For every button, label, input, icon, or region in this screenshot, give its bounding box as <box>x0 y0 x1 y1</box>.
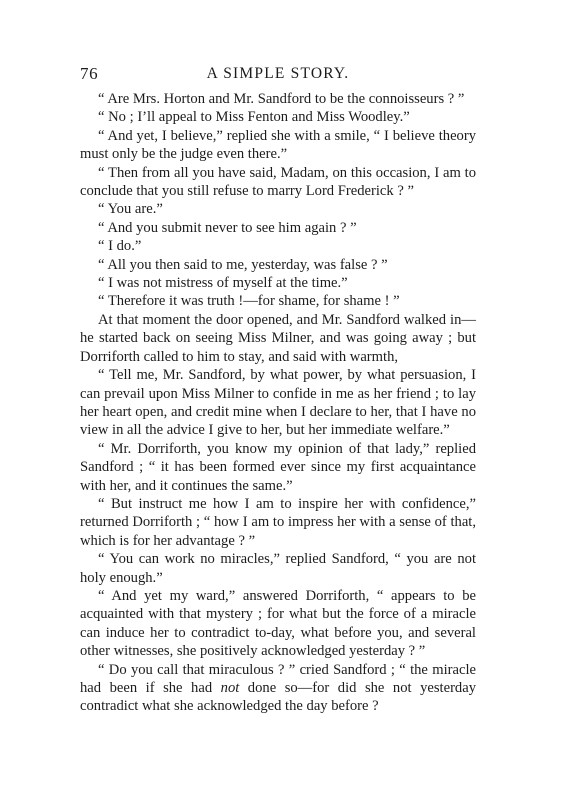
paragraph: “ Mr. Dorriforth, you know my opinion of that lady,” replied Sandford ; “ it has been formed ever since my first acquaintance with her, and it continues the same.” <box>80 440 476 494</box>
paragraph: “ I do.” <box>98 238 142 255</box>
book-page <box>80 62 476 716</box>
paragraph: “ You are.” <box>98 201 163 218</box>
paragraph: “ No ; I’ll appeal to Miss Fenton and Miss Woodley.” <box>98 109 410 126</box>
paragraph: “ And yet my ward,” answered Dorriforth, “ appears to be acquainted with that mystery ; for what but the force of a miracle can induce her to contradict to-day, what before you, and several other witnesses, she positively acknowledged yesterday ? ” <box>80 587 476 660</box>
paragraph: “ All you then said to me, yesterday, was false ? ” <box>98 256 388 273</box>
paragraph: “ Are Mrs. Horton and Mr. Sandford to be the connoisseurs ? ” <box>98 91 465 107</box>
paragraph-text: “ Do you call that miraculous ? ” cried Sandford ; “ the miracle had been if she had <box>80 661 476 696</box>
paragraph: “ You can work no miracles,” replied Sandford, “ you are not holy enough.” <box>80 551 476 586</box>
page-header <box>80 62 476 88</box>
page-number: 76 <box>80 64 99 83</box>
paragraph-last <box>80 661 476 716</box>
paragraph: “ I was not mistress of myself at the time.” <box>98 275 348 292</box>
paragraph: “ Tell me, Mr. Sandford, by what power, by what persuasion, I can prevail upon Miss Milner to confide in me as her friend ; to lay her heart open, and credit mine when I declare to her, that I have no view in all the advice I give to her, but her immediate welfare.” <box>80 367 476 439</box>
paragraph: “ And yet, I believe,” replied she with a smile, “ I believe theory must only be the judge even there.” <box>80 127 476 163</box>
paragraph-text: done so—for did she not yesterday contradict what she acknowledged the day before ? <box>80 680 476 715</box>
paragraph: “ But instruct me how I am to inspire her with confidence,” returned Dorriforth ; “ how I am to impress her with a sense of that, which is for her advantage ? ” <box>80 495 476 549</box>
emphasis-text: not <box>220 680 240 696</box>
running-title: A SIMPLE STORY. <box>206 65 350 82</box>
paragraph: At that moment the door opened, and Mr. Sandford walked in—he started back on seeing Miss Milner, and was going away ; but Dorriforth called to him to stay, and said with warmth, <box>80 311 476 365</box>
paragraph: “ Therefore it was truth !—for shame, for shame ! ” <box>98 293 400 310</box>
paragraph: “ And you submit never to see him again ? ” <box>98 219 357 236</box>
paragraph: “ Then from all you have said, Madam, on this occasion, I am to conclude that you still refuse to marry Lord Frederick ? ” <box>80 164 476 200</box>
body-text <box>80 90 476 716</box>
